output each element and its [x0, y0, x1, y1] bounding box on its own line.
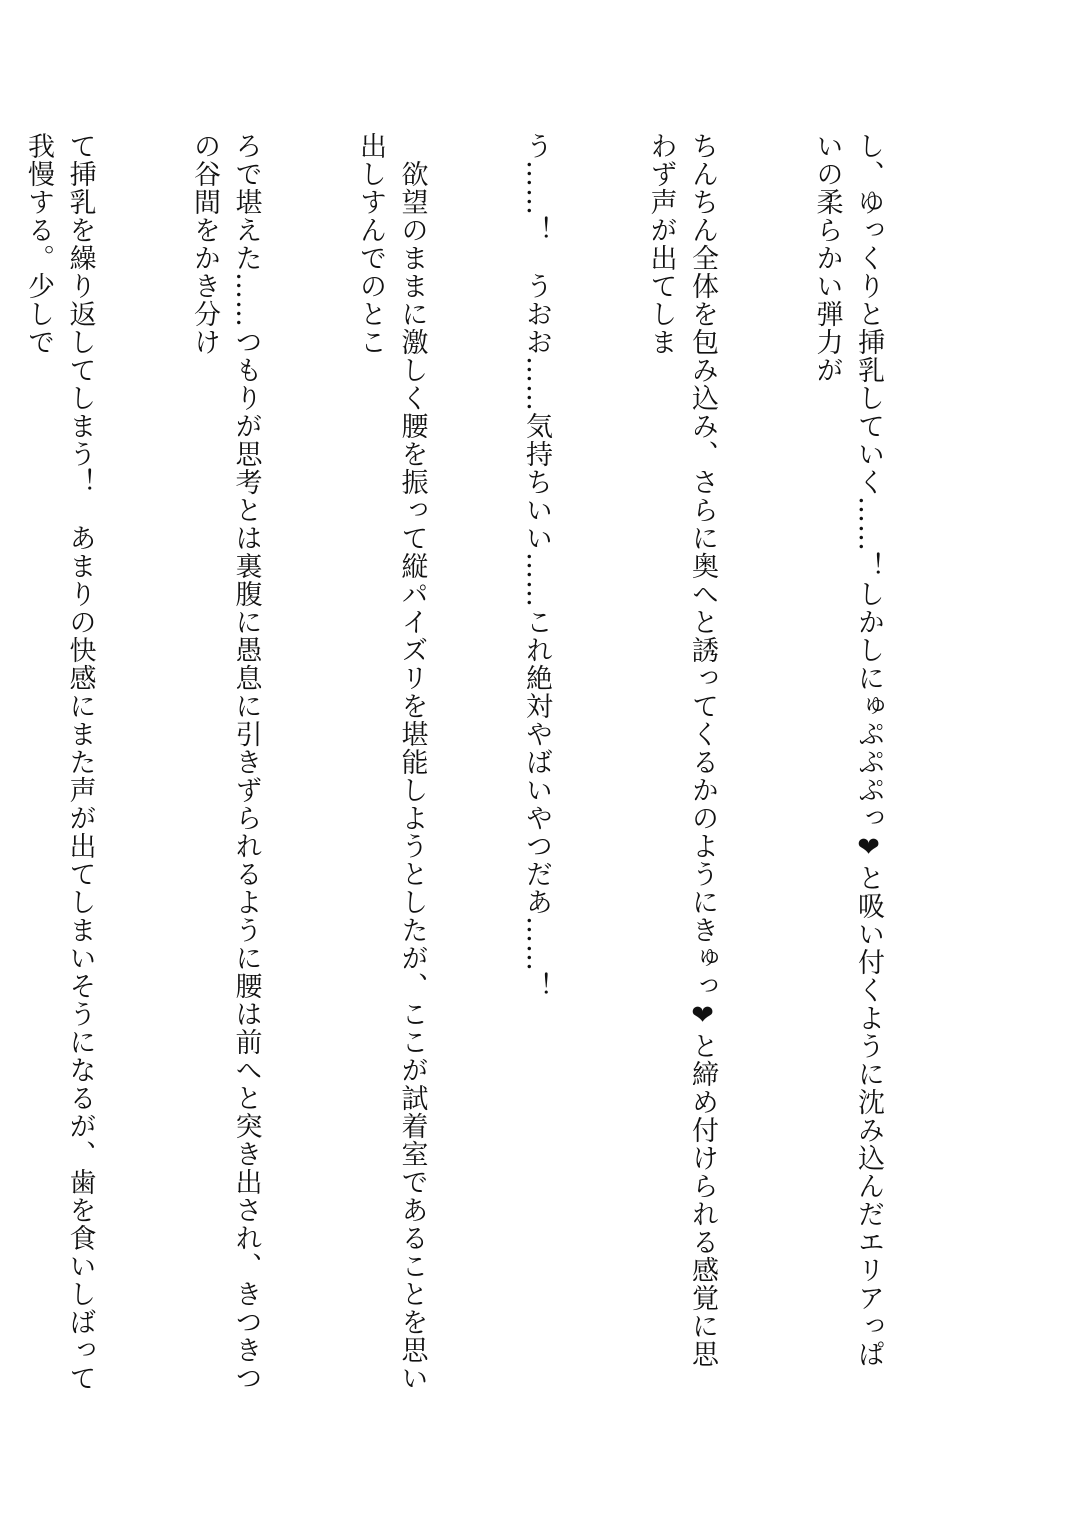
text-line: ちんちん全体を包み込み、さらに奥へと誘ってくるかのようにきゅっ❤と締め付けられる感覚に思わず声が出てしま [645, 132, 718, 1368]
text-line: う……！ うおお……気持ちいい……これ絶対やばいやつだあ……！ [521, 132, 552, 1000]
text-line: ろで堪えた……つもりが思考とは裏腹に愚息に引きずられるように腰は前へと突き出され、きつきつの谷間をかき分け [189, 132, 262, 1392]
text-line: て挿乳を繰り返してしまう！ あまりの快感にまた声が出てしまいそうになるが、歯を食いしばって我慢する。少しで [23, 132, 96, 1392]
text-line: し、ゆっくりと挿乳していく……！しかしにゅぷぷぷっ❤と吸い付くように沈み込んだエリアっぱいの柔らかい弾力が [811, 132, 884, 1368]
text-line: 欲望のままに激しく腰を振って縦パイズリを堪能しようとしたが、ここが試着室であることを思い出しすんでのとこ [355, 132, 428, 1392]
vertical-text-block [0, 132, 972, 1392]
